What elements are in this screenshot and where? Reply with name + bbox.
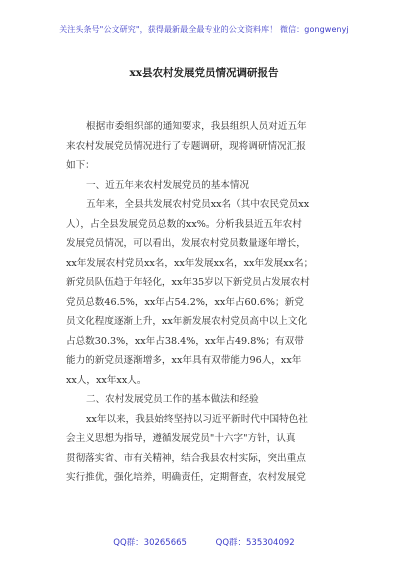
paragraph-line: 党员总数46.5%，xx年占54.2%，xx年占60.6%；新党 [66, 296, 304, 308]
paragraph-line: 会主义思想为指导，遵循发展党员"十六字"方针，认真 [66, 433, 296, 444]
footer-note [0, 536, 408, 548]
paragraph-line: 发展党员情况，可以看出，发展农村党员数量逐年增长， [66, 238, 306, 249]
paragraph-line: 五年来，全县共发展农村党员xx名（其中农民党员xx [86, 199, 310, 210]
footer-qq-group-2: QQ群：535304092 [215, 538, 295, 548]
paragraph-line: 人），占全县发展党员总数的xx%。分析我县近五年农村 [66, 218, 302, 230]
paragraph-line: 实行推优，强化培养，明确责任，定期督查，农村发展党 [66, 472, 306, 483]
document-title: xx县农村发展党员情况调研报告 [129, 67, 279, 79]
footer-qq-group-1: QQ群：30265665 [113, 538, 187, 548]
paragraph-line: 根据市委组织部的通知要求，我县组织人员对近五年 [86, 121, 307, 132]
section-heading: 一、近五年来农村发展党员的基本情况 [86, 179, 250, 191]
paragraph-line: 如下： [66, 160, 95, 171]
paragraph-line: xx人，xx年xx人。 [66, 374, 147, 386]
paragraph-line: xx年以来，我县始终坚持以习近平新时代中国特色社 [86, 413, 308, 425]
section-heading: 二、农村发展党员工作的基本做法和经验 [86, 394, 259, 405]
paragraph-line: 能力的新党员逐渐增多，xx年具有双带能力96人，xx年 [66, 355, 302, 366]
paragraph-line: 员文化程度逐渐上升，xx年新发展农村党员高中以上文化 [66, 316, 308, 327]
header-note: 关注头条号"公文研究"，获得最新最全最专业的公文资料库！ 微信：gongwenyj [59, 25, 349, 34]
paragraph-line: 新党员队伍趋于年轻化，xx年35岁以下新党员占发展农村 [66, 277, 310, 288]
paragraph-line: 占总数30.3%，xx年占38.4%，xx年占49.8%；有双带 [66, 335, 304, 347]
paragraph-line: 来农村发展党员情况进行了专题调研，现将调研情况汇报 [66, 140, 306, 152]
paragraph-line: 贯彻落实省、市有关精神，结合我县农村实际，突出重点 [66, 452, 306, 464]
document-body [66, 117, 352, 488]
paragraph-line: xx年发展农村党员xx名，xx年发展xx名，xx年发展xx名； [66, 257, 314, 269]
